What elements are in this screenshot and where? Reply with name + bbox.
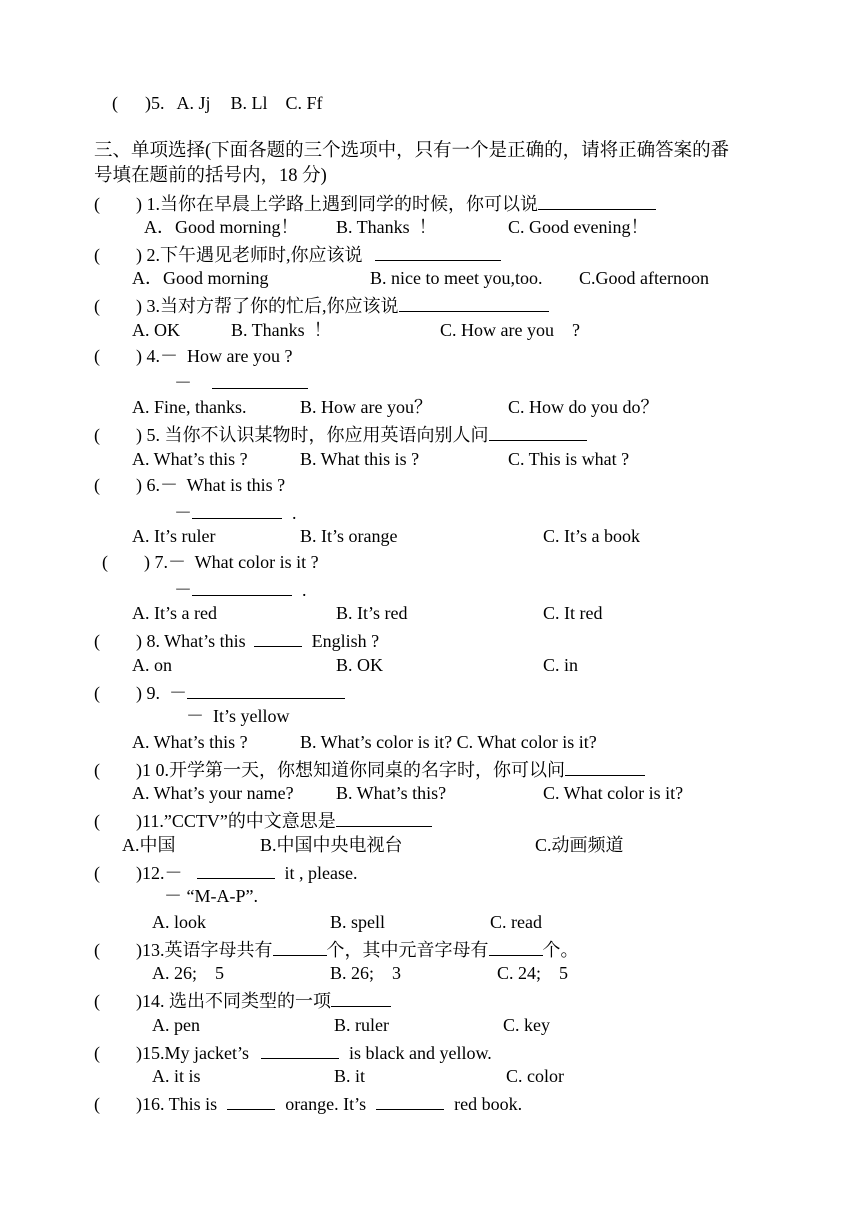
question-14-option-a: A. pen bbox=[152, 1015, 200, 1035]
question-10-stem: ( )1 0.开学第一天，你想知道你同桌的名字时，你可以问 bbox=[94, 757, 645, 781]
question-8-option-b: B. OK bbox=[336, 655, 384, 675]
question-15-option-c: C. color bbox=[506, 1066, 564, 1086]
question-1-option-c: C. Good evening！ bbox=[508, 217, 649, 237]
answer-blank bbox=[261, 1040, 339, 1059]
answer-blank bbox=[375, 242, 501, 261]
answer-blank bbox=[399, 293, 549, 312]
question-11-stem: ( )11.”CCTV”的中文意思是 bbox=[94, 808, 432, 832]
question-12-line2: － “M-A-P”. bbox=[164, 886, 258, 906]
question-15-option-a: A. it is bbox=[152, 1066, 201, 1086]
question-11-option-b: B.中国中央电视台 bbox=[260, 835, 403, 855]
question-16-stem: ( )16. This is orange. It’s red book. bbox=[94, 1091, 522, 1115]
question-9-option-b: B. What’s color is it? C. What color is it? bbox=[300, 732, 597, 752]
answer-blank bbox=[273, 937, 327, 956]
question-6-option-c: C. It’s a book bbox=[543, 526, 640, 546]
question-3-option-a: A. OK bbox=[132, 320, 180, 340]
answer-blank bbox=[197, 860, 275, 879]
question-3-option-c: C. How are you ? bbox=[440, 320, 580, 340]
answer-blank bbox=[331, 988, 391, 1007]
question-13-stem: ( )13.英语字母共有 个，其中元音字母有 个。 bbox=[94, 937, 579, 961]
question-13-option-a: A. 26; 5 bbox=[152, 963, 224, 983]
answer-blank bbox=[538, 191, 656, 210]
answer-blank bbox=[192, 500, 282, 519]
section-title-line1: 三、单项选择(下面各题的三个选项中，只有一个是正确的，请将正确答案的番 bbox=[94, 141, 730, 161]
question-2-stem: ( ) 2.下午遇见老师时,你应该说 bbox=[94, 242, 501, 266]
answer-blank bbox=[254, 628, 302, 647]
question-7-option-a: A. It’s a red bbox=[132, 603, 217, 623]
question-2-option-b: B. nice to meet you,too. bbox=[370, 268, 543, 288]
question-12-option-c: C. read bbox=[490, 912, 542, 932]
question-4-stem: ( ) 4.－ How are you ? bbox=[94, 346, 293, 366]
question-15-stem: ( )15.My jacket’s is black and yellow. bbox=[94, 1040, 492, 1064]
question-5-option-a: A. What’s this ? bbox=[132, 449, 248, 469]
question-9-stem: ( ) 9. － bbox=[94, 680, 345, 704]
question-4-option-a: A. Fine, thanks. bbox=[132, 397, 247, 417]
question-5-option-c: C. This is what ? bbox=[508, 449, 630, 469]
question-6-answer-line: － . bbox=[174, 500, 297, 524]
question-4-answer-line: － bbox=[174, 370, 308, 394]
question-7-stem: ( ) 7.－ What color is it ? bbox=[102, 552, 319, 572]
question-5-option-b: B. What this is ? bbox=[300, 449, 420, 469]
answer-blank bbox=[565, 757, 645, 776]
question-1-option-b: B. Thanks ！ bbox=[336, 217, 437, 237]
question-14-option-c: C. key bbox=[503, 1015, 550, 1035]
answer-blank bbox=[489, 422, 587, 441]
question-3-option-b: B. Thanks ！ bbox=[231, 320, 332, 340]
answer-blank bbox=[212, 370, 308, 389]
question-5-stem: ( ) 5. 当你不认识某物时，你应用英语向别人问 bbox=[94, 422, 587, 446]
question-3-stem: ( ) 3.当对方帮了你的忙后,你应该说 bbox=[94, 293, 549, 317]
question-13-option-c: C. 24; 5 bbox=[497, 963, 569, 983]
question-7-answer-line: － . bbox=[174, 577, 307, 601]
question-2-option-c: C.Good afternoon bbox=[579, 268, 709, 288]
answer-blank bbox=[336, 808, 432, 827]
question-6-option-b: B. It’s orange bbox=[300, 526, 398, 546]
answer-blank bbox=[192, 577, 292, 596]
question-8-option-a: A. on bbox=[132, 655, 172, 675]
question-13-option-b: B. 26; 3 bbox=[330, 963, 402, 983]
answer-blank bbox=[227, 1091, 275, 1110]
question-9-line2: － It’s yellow bbox=[186, 706, 290, 726]
question-1-option-a: A．Good morning！ bbox=[144, 217, 299, 237]
question-2-option-a: A．Good morning bbox=[132, 268, 269, 288]
question-10-option-c: C. What color is it? bbox=[543, 783, 684, 803]
question-12-option-b: B. spell bbox=[330, 912, 386, 932]
question-7-option-c: C. It red bbox=[543, 603, 603, 623]
question-12-option-a: A. look bbox=[152, 912, 206, 932]
question-10-option-a: A. What’s your name? bbox=[132, 783, 294, 803]
answer-blank bbox=[187, 680, 345, 699]
question-4-option-b: B. How are you？ bbox=[300, 397, 432, 417]
section-title-line2: 号填在题前的括号内，18 分) bbox=[94, 166, 327, 186]
question-8-stem: ( ) 8. What’s this English ? bbox=[94, 628, 379, 652]
question-12-stem: ( )12.－ it , please. bbox=[94, 860, 357, 884]
question-14-stem: ( )14. 选出不同类型的一项 bbox=[94, 988, 391, 1012]
question-11-option-c: C.动画频道 bbox=[535, 835, 624, 855]
question-4-option-c: C. How do you do？ bbox=[508, 397, 659, 417]
question-10-option-b: B. What’s this? bbox=[336, 783, 447, 803]
question-8-option-c: C. in bbox=[543, 655, 579, 675]
question-15-option-b: B. it bbox=[334, 1066, 366, 1086]
question-14-option-b: B. ruler bbox=[334, 1015, 389, 1035]
answer-blank bbox=[489, 937, 543, 956]
answer-blank bbox=[376, 1091, 444, 1110]
question-11-option-a: A.中国 bbox=[122, 835, 176, 855]
prev-question-5: ( )5. A. Jj B. Ll C. Ff bbox=[112, 93, 323, 113]
question-6-stem: ( ) 6.－ What is this ? bbox=[94, 475, 286, 495]
question-7-option-b: B. It’s red bbox=[336, 603, 408, 623]
question-6-option-a: A. It’s ruler bbox=[132, 526, 216, 546]
question-9-option-a: A. What’s this ? bbox=[132, 732, 248, 752]
question-1-stem: ( ) 1.当你在早晨上学路上遇到同学的时候，你可以说 bbox=[94, 191, 656, 215]
